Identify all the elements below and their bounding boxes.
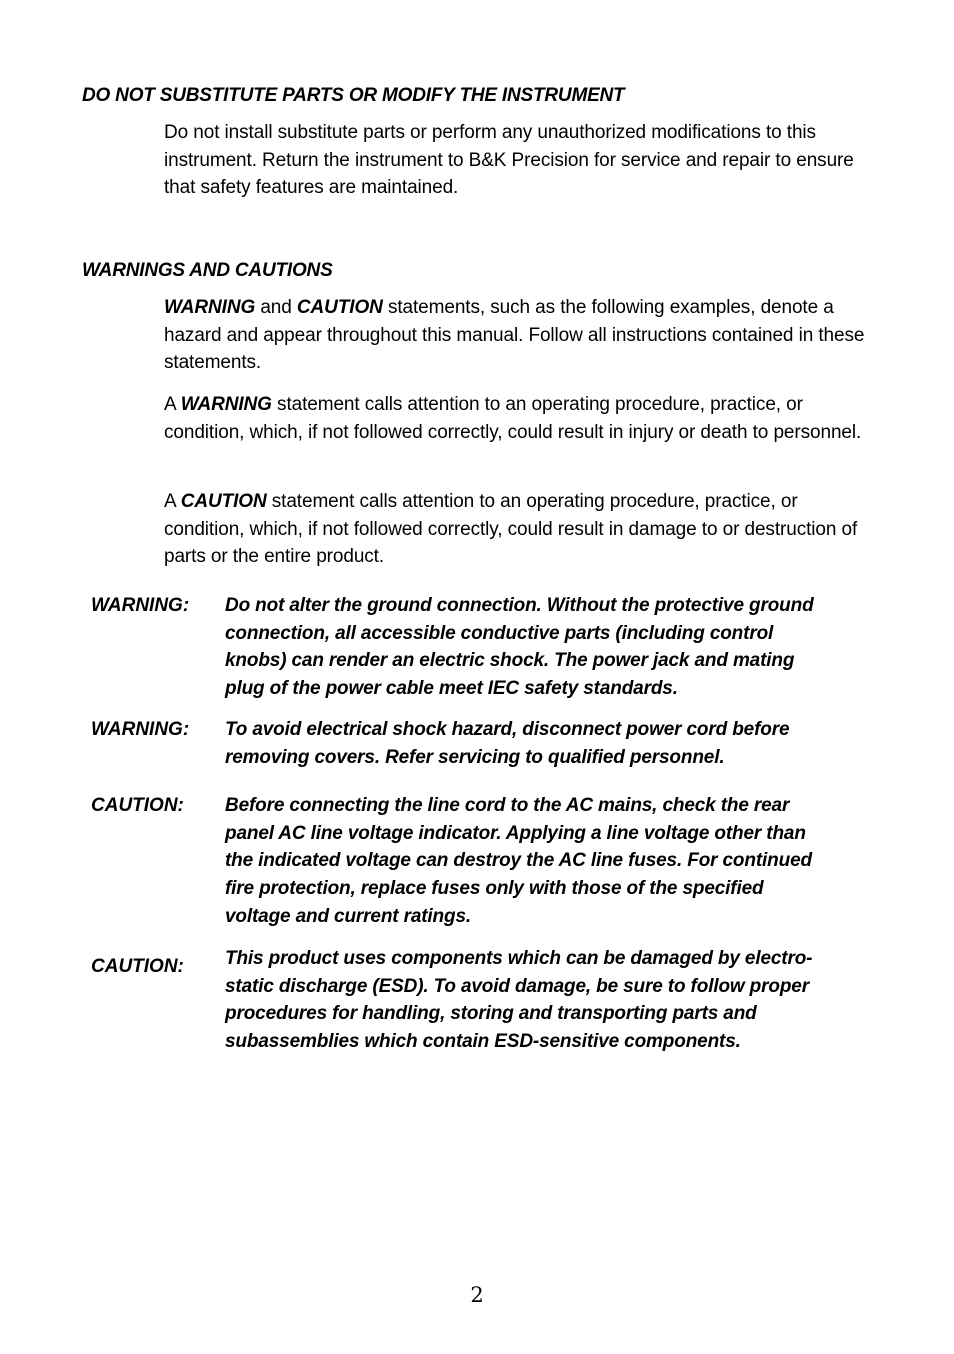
warning-def-term: WARNING xyxy=(180,394,272,415)
page-number: 2 xyxy=(470,1283,484,1307)
notice-label: CAUTION: xyxy=(91,795,184,816)
notice-text: To avoid electrical shock hazard, disconnect power cord before removing covers. Refer servicing to qualified personnel. xyxy=(225,719,790,768)
warning-def-prefix: A xyxy=(164,394,181,415)
notice-text: This product uses components which can be damaged by electro-static discharge (ESD). To avoid damage, be sure to follow proper procedures for handling, storing and transporting parts and subassemblies which contain ESD-sensitive components. xyxy=(225,948,813,1053)
section-heading-warnings-cautions: WARNINGS AND CAUTIONS xyxy=(82,260,333,281)
notice-text: Do not alter the ground connection. Without the protective ground connection, all accessible conductive parts (including control knobs) can render an electric shock. The power jack and mating plug of the power cable meet IEC safety standards. xyxy=(225,595,814,700)
notice-label: WARNING: xyxy=(91,719,190,740)
warnings-cautions-intro xyxy=(164,294,876,377)
caution-definition xyxy=(164,488,876,571)
notice-label: CAUTION: xyxy=(91,956,184,977)
section-heading-substitute-parts: DO NOT SUBSTITUTE PARTS OR MODIFY THE INSTRUMENT xyxy=(82,85,625,106)
warning-term: WARNING xyxy=(164,297,256,318)
caution-def-term: CAUTION xyxy=(180,491,267,512)
notice-text: Before connecting the line cord to the AC mains, check the rear panel AC line voltage indicator. Applying a line voltage other than the indicated voltage can destroy the AC line fuses. For continued fire protection, replace fuses only with those of the specified voltage and current ratings. xyxy=(225,795,812,927)
caution-def-prefix: A xyxy=(164,491,181,512)
warning-definition xyxy=(164,391,876,446)
notice-label: WARNING: xyxy=(91,595,190,616)
caution-def-rest: statement calls attention to an operating procedure, practice, or condition, which, if not followed correctly, could result in damage to or destruction of parts or the entire product. xyxy=(164,491,858,567)
caution-term: CAUTION xyxy=(296,297,383,318)
warning-def-rest: statement calls attention to an operating procedure, practice, or condition, which, if not followed correctly, could result in injury or death to personnel. xyxy=(164,394,862,443)
intro-rest: statements, such as the following examples, denote a hazard and appear throughout this manual. Follow all instructions contained in these statements. xyxy=(164,297,865,373)
substitute-parts-paragraph: Do not install substitute parts or perform any unauthorized modifications to this instrument. Return the instrument to B&K Precision for service and repair to ensure that safety features are maintained. xyxy=(164,122,854,198)
intro-and: and xyxy=(255,297,297,318)
